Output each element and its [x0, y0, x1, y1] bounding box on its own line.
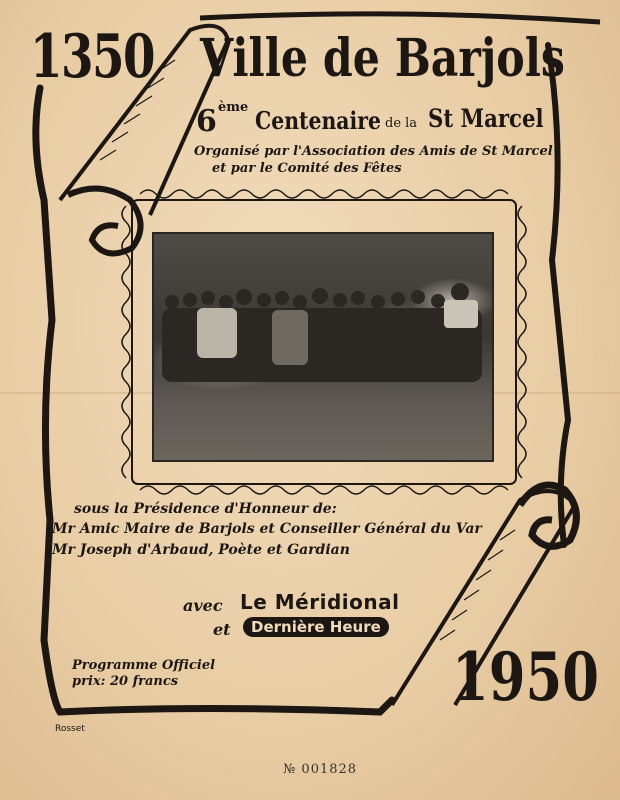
procession-photo — [152, 232, 494, 462]
honorary-presidency-label: sous la Présidence d'Honneur de: — [74, 501, 337, 517]
crowd-silhouettes — [152, 272, 494, 382]
de-la-label: de la — [385, 116, 418, 131]
newspaper-derniere-heure: Dernière Heure — [243, 617, 389, 637]
poster-title: Ville de Barjols — [200, 28, 565, 89]
centenaire-label: Centenaire — [255, 106, 381, 135]
patron-line-1: Mr Amic Maire de Barjols et Conseiller Général du Var — [52, 521, 482, 537]
patron-line-2: Mr Joseph d'Arbaud, Poète et Gardian — [52, 542, 350, 558]
programme-label: Programme Officiel — [72, 658, 216, 673]
price-label: prix: 20 francs — [72, 674, 179, 689]
year-start: 1350 — [30, 22, 155, 92]
sixth-suffix: ème — [218, 100, 249, 115]
sixth-numeral: 6 — [196, 104, 217, 139]
artist-signature: Rosset — [55, 724, 85, 734]
et-label: et — [213, 620, 231, 639]
newspaper-le-meridional: Le Méridional — [240, 590, 400, 614]
organizer-line-2: et par le Comité des Fêtes — [212, 161, 402, 176]
saint-marcel-label: St Marcel — [428, 104, 544, 133]
year-end: 1950 — [452, 638, 599, 716]
organizer-line-1: Organisé par l'Association des Amis de St Marcel — [194, 144, 553, 159]
avec-label: avec — [183, 596, 223, 615]
serial-number: № 001828 — [283, 762, 358, 777]
